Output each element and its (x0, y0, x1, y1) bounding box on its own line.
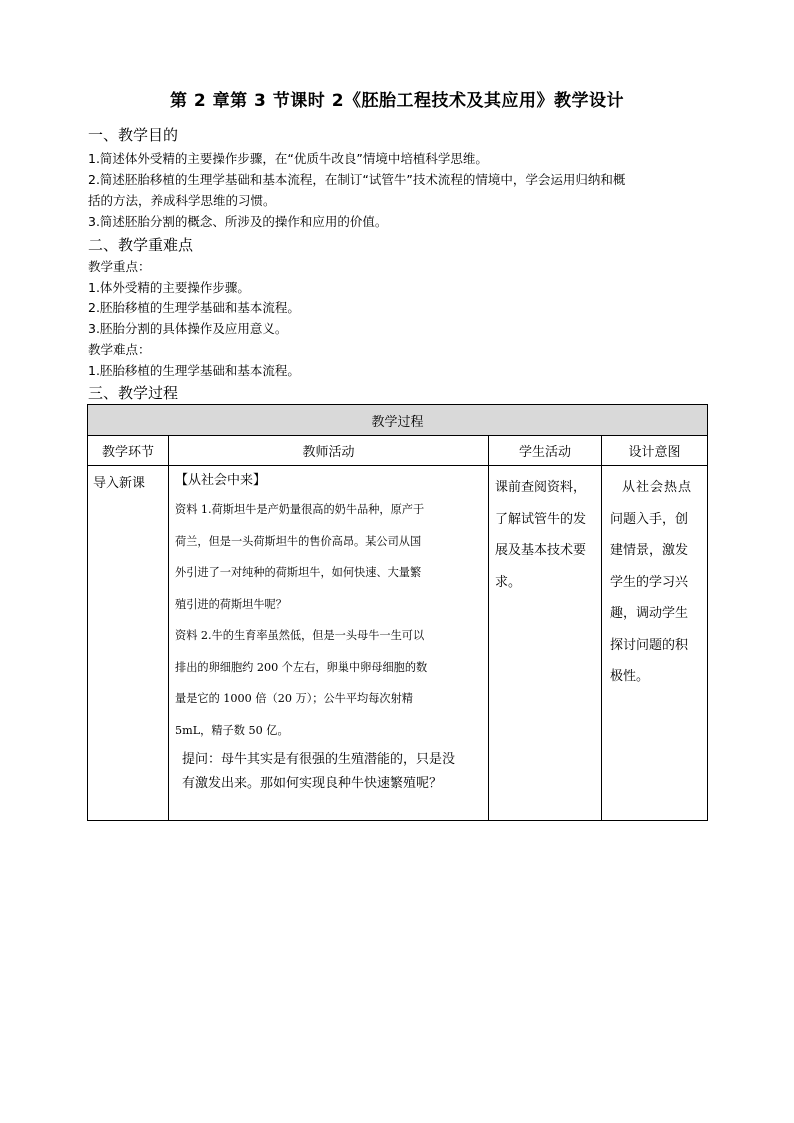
difficult-point-1: 1.胚胎移植的生理学基础和基本流程。 (88, 363, 300, 378)
teacher-topic: 【从社会中来】 (175, 473, 267, 488)
intent-line: 趣，调动学生 (610, 606, 689, 621)
intent-line: 探讨问题的积 (610, 637, 689, 653)
key-point-1: 1.体外受精的主要操作步骤。 (88, 280, 250, 295)
header-stage: 教学环节 (88, 436, 169, 466)
key-points-label: 教学重点： (88, 259, 151, 274)
question-line: 有激发出来。那如何实现良种牛快速繁殖呢？ (182, 776, 443, 791)
header-teacher-activity: 教师活动 (169, 436, 489, 466)
key-point-3: 3.胚胎分割的具体操作及应用意义。 (88, 321, 288, 336)
question-line: 提问：母牛其实是有很强的生殖潜能的，只是没 (182, 752, 456, 767)
section-heading-process: 三、教学过程 (88, 384, 179, 402)
teaching-process-table (87, 404, 708, 821)
material-line: 5mL，精子数 50 亿。 (175, 723, 289, 737)
objective-item-2-cont: 括的方法，养成科学思维的习惯。 (88, 193, 276, 208)
material-line: 殖引进的荷斯坦牛呢？ (175, 597, 287, 611)
student-line: 课前查阅资料， (495, 480, 587, 495)
section-heading-objectives: 一、教学目的 (88, 126, 179, 144)
table-title: 教学过程 (88, 405, 708, 436)
student-activity-cell (489, 466, 602, 821)
material-line: 资料 2.牛的生育率虽然低，但是一头母牛一生可以 (175, 629, 425, 642)
student-line: 了解试管牛的发 (495, 511, 587, 527)
material-line: 排出的卵细胞约 200 个左右，卵巢中卵母细胞的数 (175, 660, 428, 674)
intent-line: 问题入手，创 (610, 511, 689, 527)
material-line: 资料 1.荷斯坦牛是产奶量很高的奶牛品种，原产于 (175, 503, 425, 516)
material-line: 量是它的 1000 倍（20 万）；公牛平均每次射精 (175, 692, 413, 705)
teacher-activity-cell (169, 466, 489, 821)
student-line: 展及基本技术要 (495, 543, 587, 558)
key-point-2: 2.胚胎移植的生理学基础和基本流程。 (88, 300, 300, 315)
objective-item-3: 3.简述胚胎分割的概念、所涉及的操作和应用的价值。 (88, 214, 388, 229)
section-heading-key-points: 二、教学重难点 (88, 236, 194, 254)
intent-line: 极性。 (610, 669, 650, 684)
table-header-row (88, 436, 708, 466)
document-title: 第 2 章第 3 节课时 2《胚胎工程技术及其应用》教学设计 (169, 91, 625, 111)
header-design-intent: 设计意图 (602, 436, 708, 466)
objective-item-1: 1.简述体外受精的主要操作步骤，在“优质牛改良”情境中培植科学思维。 (88, 151, 488, 166)
design-intent-cell (602, 466, 708, 821)
difficult-points-label: 教学难点： (88, 342, 151, 357)
table-row (88, 466, 708, 821)
material-line: 荷兰，但是一头荷斯坦牛的售价高昂。某公司从国 (175, 534, 422, 548)
student-line: 求。 (495, 574, 522, 590)
header-student-activity: 学生活动 (489, 436, 602, 466)
stage-cell: 导入新课 (88, 466, 169, 821)
material-line: 外引进了一对纯种的荷斯坦牛，如何快速、大量繁 (175, 566, 422, 579)
intent-line: 从社会热点 (622, 480, 693, 495)
objective-item-2: 2.简述胚胎移植的生理学基础和基本流程，在制订“试管牛”技术流程的情境中，学会运用归纳和概 (88, 172, 626, 187)
intent-line: 学生的学习兴 (610, 574, 689, 590)
intent-line: 建情景，激发 (610, 543, 689, 558)
